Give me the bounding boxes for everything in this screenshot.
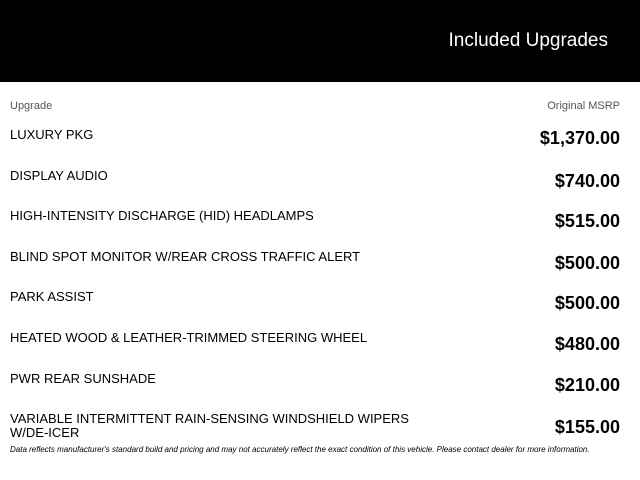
upgrade-name: PWR REAR SUNSHADE — [10, 370, 156, 386]
upgrade-row — [0, 327, 640, 368]
upgrade-name: VARIABLE INTERMITTENT RAIN-SENSING WINDSHIELD WIPERS W/DE-ICER — [10, 411, 409, 441]
upgrade-row — [0, 368, 640, 409]
upgrade-name: DISPLAY AUDIO — [10, 167, 108, 183]
upgrade-row — [0, 205, 640, 246]
upgrade-name: HEATED WOOD & LEATHER-TRIMMED STEERING WHEEL — [10, 329, 368, 345]
upgrade-row — [0, 286, 640, 327]
upgrade-price: $500.00 — [554, 293, 620, 314]
upgrade-row — [0, 246, 640, 287]
upgrade-price: $740.00 — [554, 170, 620, 191]
upgrade-row — [0, 408, 640, 449]
column-header-upgrade: Upgrade — [10, 100, 53, 112]
upgrade-name: LUXURY PKG — [10, 127, 94, 142]
upgrade-price: $1,370.00 — [539, 128, 620, 148]
upgrade-name: HIGH-INTENSITY DISCHARGE (HID) HEADLAMPS — [10, 208, 314, 224]
upgrade-name: BLIND SPOT MONITOR W/REAR CROSS TRAFFIC ALERT — [10, 248, 361, 264]
header-bar — [0, 0, 640, 82]
upgrade-price: $515.00 — [554, 211, 620, 232]
page-title: Included Upgrades — [448, 30, 608, 51]
upgrade-price: $500.00 — [554, 252, 620, 273]
column-header-msrp: Original MSRP — [547, 100, 620, 112]
upgrade-name: PARK ASSIST — [10, 289, 94, 305]
upgrade-row — [0, 124, 640, 165]
upgrades-list — [0, 124, 640, 449]
disclaimer-text: Data reflects manufacturer's standard build and pricing and may not accurately reflect the exact condition of this vehicle. Please contact dealer for more information. — [10, 445, 590, 454]
upgrade-price: $155.00 — [554, 417, 620, 438]
upgrade-price: $210.00 — [554, 374, 620, 395]
upgrade-price: $480.00 — [554, 333, 620, 354]
upgrade-row — [0, 165, 640, 206]
